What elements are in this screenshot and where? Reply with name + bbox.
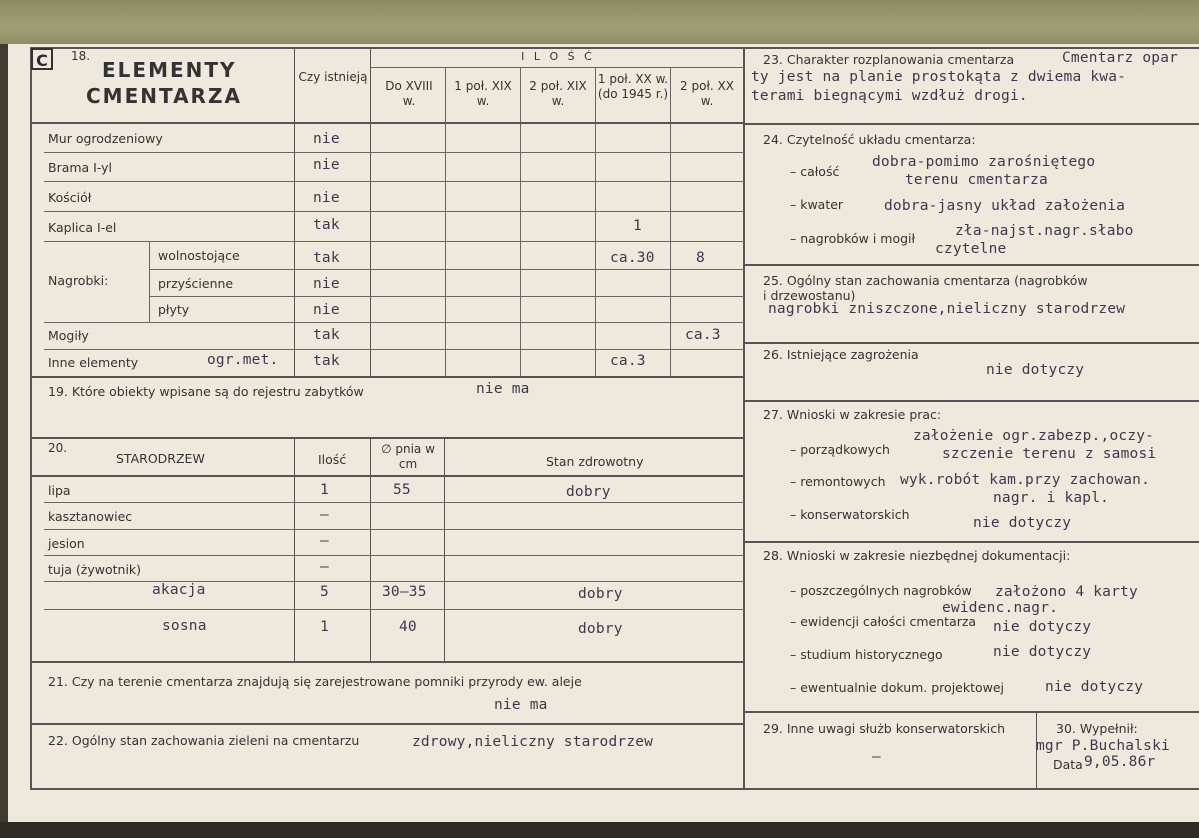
row-label-wall-mounted: przyścienne (158, 276, 234, 291)
exists-chapel: tak (313, 217, 340, 233)
exists-wall: nie (313, 131, 340, 147)
qty-mounds-p5: ca.3 (685, 327, 721, 343)
top-binding-strip (0, 0, 1199, 44)
qty-other-p4: ca.3 (610, 353, 646, 369)
period-1: Do XVIII w. (385, 79, 433, 108)
s25-label-2: i drzewostanu) (763, 288, 856, 303)
s23-value-1: Cmentarz opar (1062, 50, 1179, 66)
row-label-other: Inne elementy (48, 355, 139, 370)
row-label-gate: Brama I-yl (48, 160, 113, 175)
s28-item-records-value: nie dotyczy (993, 619, 1092, 635)
exists-wall-mounted: nie (313, 276, 340, 292)
s27-item-conservation-value: nie dotyczy (973, 515, 1072, 531)
s18-title-2: CMENTARZA (86, 84, 242, 108)
s28-item-records-label: – ewidencji całości cmentarza (790, 614, 977, 629)
tree-lipa: lipa (48, 483, 71, 498)
s24-item-quarters-value: dobra-jasny układ założenia (884, 198, 1126, 214)
s28-item-tombstones-value-2: ewidenc.nagr. (942, 600, 1059, 616)
tree-lipa-health: dobry (566, 484, 611, 500)
tree-lipa-qty: 1 (320, 482, 329, 498)
qty-freestanding-p4: ca.30 (610, 250, 655, 266)
exists-slabs: nie (313, 302, 340, 318)
s27-item-repair-label: – remontowych (790, 474, 886, 489)
s30-name: mgr P.Buchalski (1036, 738, 1170, 754)
tree-kasztanowiec: kasztanowiec (48, 509, 133, 524)
s24-label: 24. Czytelność układu cmentarza: (763, 132, 976, 147)
section-letter-box: C (31, 48, 53, 70)
s28-item-tombstones-label: – poszczególnych nagrobków (790, 583, 972, 598)
s27-item-repair-value-1: wyk.robót kam.przy zachowan. (900, 472, 1151, 488)
s24-item-graves-value-2: czytelne (935, 241, 1007, 257)
s28-item-design-value: nie dotyczy (1045, 679, 1144, 695)
s24-item-whole-value-1: dobra-pomimo zarośniętego (872, 154, 1096, 170)
s28-item-design-label: – ewentualnie dokum. projektowej (790, 680, 1005, 695)
period-2: 1 poł. XIX w. (454, 79, 512, 108)
exists-church: nie (313, 190, 340, 206)
exists-freestanding: tak (313, 250, 340, 266)
s27-item-cleanup-value-1: założenie ogr.zabezp.,oczy- (913, 428, 1155, 444)
col-exists-header: Czy istnieją (298, 70, 368, 84)
s18-number: 18. (71, 49, 91, 63)
s29-value: — (872, 749, 881, 765)
s30-date: 9,05.86r (1084, 754, 1156, 770)
s28-item-history-label: – studium historycznego (790, 647, 943, 662)
s28-label: 28. Wnioski w zakresie niezbędnej dokumentacji: (763, 548, 1071, 563)
s19-value: nie ma (476, 381, 530, 397)
s24-item-quarters-label: – kwater (790, 197, 844, 212)
s21-value: nie ma (494, 697, 548, 713)
tree-akacja-health: dobry (578, 586, 623, 602)
tree-kasztanowiec-qty: – (320, 507, 329, 523)
tree-tuja: tuja (żywotnik) (48, 562, 142, 577)
period-5: 2 poł. XX w. (680, 79, 734, 108)
s22-label: 22. Ogólny stan zachowania zieleni na cmentarzu (48, 733, 360, 748)
s20-number: 20. (48, 441, 68, 455)
row-label-freestanding: wolnostojące (158, 248, 240, 263)
s20-title: STARODRZEW (116, 451, 205, 466)
row-label-chapel: Kaplica I-el (48, 220, 117, 235)
s25-label-1: 25. Ogólny stan zachowania cmentarza (nagrobków (763, 273, 1088, 288)
s26-label: 26. Istniejące zagrożenia (763, 347, 919, 362)
row-label-church: Kościół (48, 190, 92, 205)
tree-sosna-health: dobry (578, 621, 623, 637)
tree-sosna-qty: 1 (320, 619, 329, 635)
tree-lipa-diameter: 55 (393, 482, 411, 498)
col-qty-header: I L O Ś Ć (521, 50, 595, 63)
s18-title-1: ELEMENTY (102, 58, 237, 82)
s19-label: 19. Które obiekty wpisane są do rejestru zabytków (48, 384, 364, 399)
s24-item-whole-value-2: terenu cmentarza (905, 172, 1048, 188)
tree-tuja-qty: – (320, 559, 329, 575)
s21-label: 21. Czy na terenie cmentarza znajdują się zarejestrowane pomniki przyrody ew. aleje (48, 674, 582, 689)
s23-value-3: terami biegnącymi wzdłuż drogi. (751, 88, 1028, 104)
row-label-wall: Mur ogrodzeniowy (48, 131, 163, 146)
row-label-slabs: płyty (158, 302, 190, 317)
row-label-graves: Nagrobki: (48, 273, 109, 288)
s22-value: zdrowy,nieliczny starodrzew (412, 734, 654, 750)
s27-item-conservation-label: – konserwatorskich (790, 507, 910, 522)
s26-value: nie dotyczy (986, 362, 1085, 378)
exists-gate: nie (313, 157, 340, 173)
tree-sosna: sosna (162, 618, 207, 634)
s30-date-label: Data (1053, 757, 1083, 772)
row-label-mounds: Mogiły (48, 328, 89, 343)
tree-jesion-qty: – (320, 533, 329, 549)
s20-col-health: Stan zdrowotny (546, 454, 644, 469)
qty-chapel-p4: 1 (633, 218, 642, 234)
s24-item-graves-label: – nagrobków i mogił (790, 231, 916, 246)
s27-label: 27. Wnioski w zakresie prac: (763, 407, 942, 422)
tree-akacja-qty: 5 (320, 584, 329, 600)
qty-freestanding-p5: 8 (696, 250, 705, 266)
s28-item-tombstones-value-1: założono 4 karty (995, 584, 1138, 600)
s27-item-cleanup-label: – porządkowych (790, 442, 890, 457)
s27-item-cleanup-value-2: szczenie terenu z samosi (942, 446, 1157, 462)
tree-jesion: jesion (48, 536, 85, 551)
bottom-edge (0, 822, 1199, 838)
s25-value: nagrobki zniszczone,nieliczny starodrzew (768, 301, 1126, 317)
s28-item-history-value: nie dotyczy (993, 644, 1092, 660)
exists-other: tak (313, 353, 340, 369)
s23-value-2: ty jest na planie prostokąta z dwiema kwa- (751, 69, 1127, 85)
s30-label: 30. Wypełnił: (1056, 721, 1138, 736)
s27-item-repair-value-2: nagr. i kapl. (993, 490, 1110, 506)
s24-item-whole-label: – całość (790, 164, 840, 179)
s24-item-graves-value-1: zła-najst.nagr.słabo (955, 223, 1134, 239)
exists-mounds: tak (313, 327, 340, 343)
tree-sosna-diameter: 40 (399, 619, 417, 635)
tree-akacja-diameter: 30–35 (382, 584, 427, 600)
s29-label: 29. Inne uwagi służb konserwatorskich (763, 721, 1005, 736)
row-other-extra: ogr.met. (207, 352, 279, 368)
s23-label: 23. Charakter rozplanowania cmentarza (763, 52, 1015, 67)
period-3: 2 poł. XIX w. (529, 79, 587, 108)
s20-col-qty: Ilość (318, 452, 347, 467)
period-4: 1 poł. XX w. (do 1945 r.) (597, 72, 669, 101)
tree-akacja: akacja (152, 582, 206, 598)
s20-col-diameter: ∅ pnia w cm (381, 442, 435, 471)
